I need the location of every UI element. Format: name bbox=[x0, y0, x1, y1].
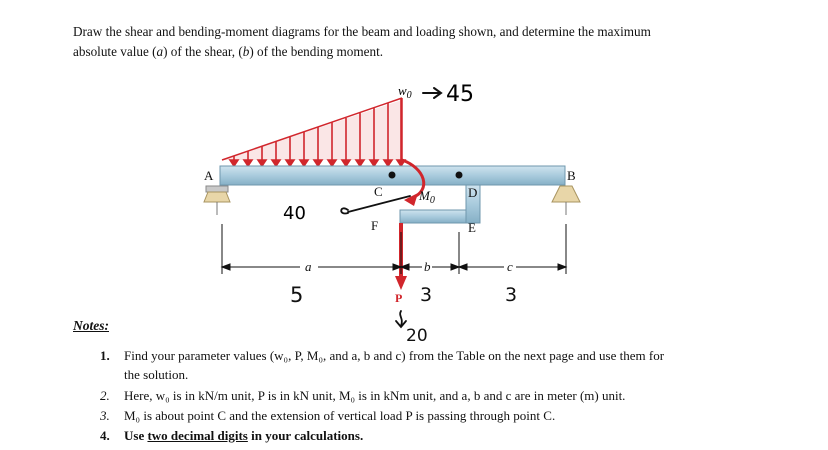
label-d: D bbox=[468, 185, 478, 200]
notes-title: Notes: bbox=[73, 318, 109, 333]
dimension-lines bbox=[222, 224, 566, 274]
support-a bbox=[204, 186, 230, 215]
w0-label: $w_0$ bbox=[398, 83, 412, 101]
handwritten-m0-value: 40 bbox=[283, 203, 306, 224]
label-p: P bbox=[395, 291, 403, 305]
label-a: A bbox=[204, 168, 214, 183]
label-c: C bbox=[374, 184, 383, 199]
handwritten-arrow-p bbox=[396, 311, 406, 327]
moment-arrowhead bbox=[404, 193, 418, 206]
handwritten-p-value: 20 bbox=[406, 326, 428, 346]
label-e: E bbox=[468, 220, 476, 235]
dim-label-c: c bbox=[507, 259, 513, 274]
handwritten-w0-value: 45 bbox=[446, 82, 474, 107]
label-f: F bbox=[371, 218, 379, 233]
point-marker-c bbox=[389, 172, 396, 179]
point-marker-d bbox=[456, 172, 463, 179]
handwritten-b-value: 3 bbox=[420, 284, 433, 306]
support-b bbox=[552, 186, 580, 215]
label-m0: $M_0$ bbox=[419, 188, 435, 206]
label-b: B bbox=[567, 168, 576, 183]
problem-line-1: Draw the shear and bending-moment diagrams for the beam and loading shown, and determine the maximum bbox=[73, 24, 651, 39]
dim-label-a: a bbox=[305, 259, 312, 274]
dim-label-b: b bbox=[424, 259, 431, 274]
handwritten-a-value: 5 bbox=[290, 283, 304, 307]
handwritten-c-value: 3 bbox=[505, 284, 518, 306]
distributed-load bbox=[222, 98, 405, 166]
handwritten-arrow-w0 bbox=[423, 88, 441, 98]
problem-line-2: absolute value (a) of the shear, (b) of the bending moment. bbox=[73, 44, 384, 59]
